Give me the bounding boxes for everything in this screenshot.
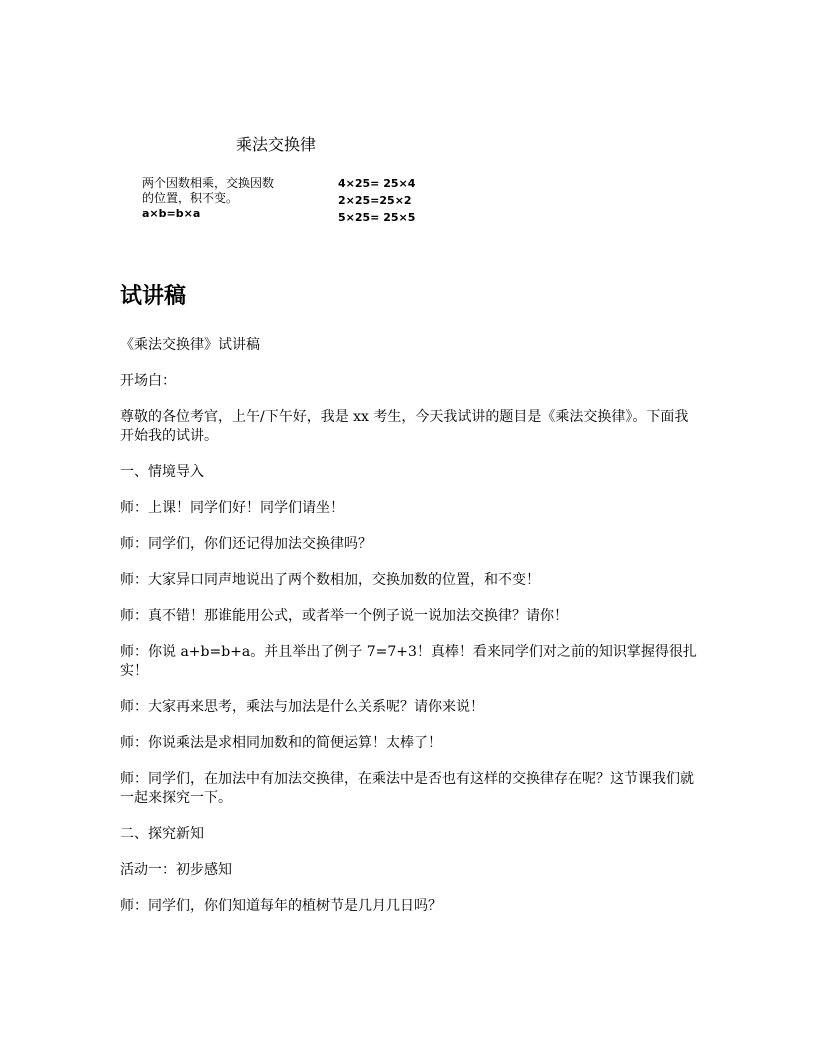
paragraph: 师：你说乘法是求相同加数和的简便运算！太棒了！ (120, 735, 442, 751)
paragraph: 一、情境导入 (120, 464, 204, 480)
board-examples (338, 175, 415, 226)
paragraph: 开场白： (120, 373, 176, 389)
board-formula: a×b=b×a (142, 207, 201, 220)
paragraph: 师：大家再来思考，乘法与加法是什么关系呢？请你来说！ (120, 699, 484, 715)
paragraph: 二、探究新知 (120, 826, 204, 842)
paragraph: 师：同学们，你们还记得加法交换律吗？ (120, 536, 372, 552)
board-rule-line: 两个因数相乘，交换因数 (142, 176, 275, 190)
paragraph: 师：上课！同学们好！同学们请坐！ (120, 500, 344, 516)
board-example: 4×25= 25×4 (338, 177, 416, 190)
board-rule (142, 176, 302, 221)
board-rule-line: 的位置，积不变。 (142, 191, 239, 205)
paragraph: 师：同学们，你们知道每年的植树节是几月几日吗？ (120, 898, 442, 914)
document-heading: 试讲稿 (120, 284, 187, 309)
paragraph: 活动一：初步感知 (120, 862, 232, 878)
document-body (120, 336, 700, 933)
paragraph: 尊敬的各位考官，上午/下午好，我是 xx 考生，今天我试讲的题目是《乘法交换律》。下面我开始我的试讲。 (120, 409, 689, 444)
board-example: 2×25=25×2 (338, 194, 412, 207)
paragraph: 师：大家异口同声地说出了两个数相加，交换加数的位置，和不变！ (120, 572, 540, 588)
board-title: 乘法交换律 (236, 135, 317, 154)
board-example: 5×25= 25×5 (338, 211, 416, 224)
paragraph: 师：真不错！那谁能用公式，或者举一个例子说一说加法交换律？请你！ (120, 608, 568, 624)
paragraph: 《乘法交换律》试讲稿 (120, 337, 260, 353)
paragraph: 师：同学们，在加法中有加法交换律，在乘法中是否也有这样的交换律存在呢？这节课我们就一起来探究一下。 (120, 771, 694, 806)
paragraph: 师：你说 a+b=b+a。并且举出了例子 7=7+3！真棒！看来同学们对之前的知识掌握得很扎实！ (120, 644, 697, 679)
